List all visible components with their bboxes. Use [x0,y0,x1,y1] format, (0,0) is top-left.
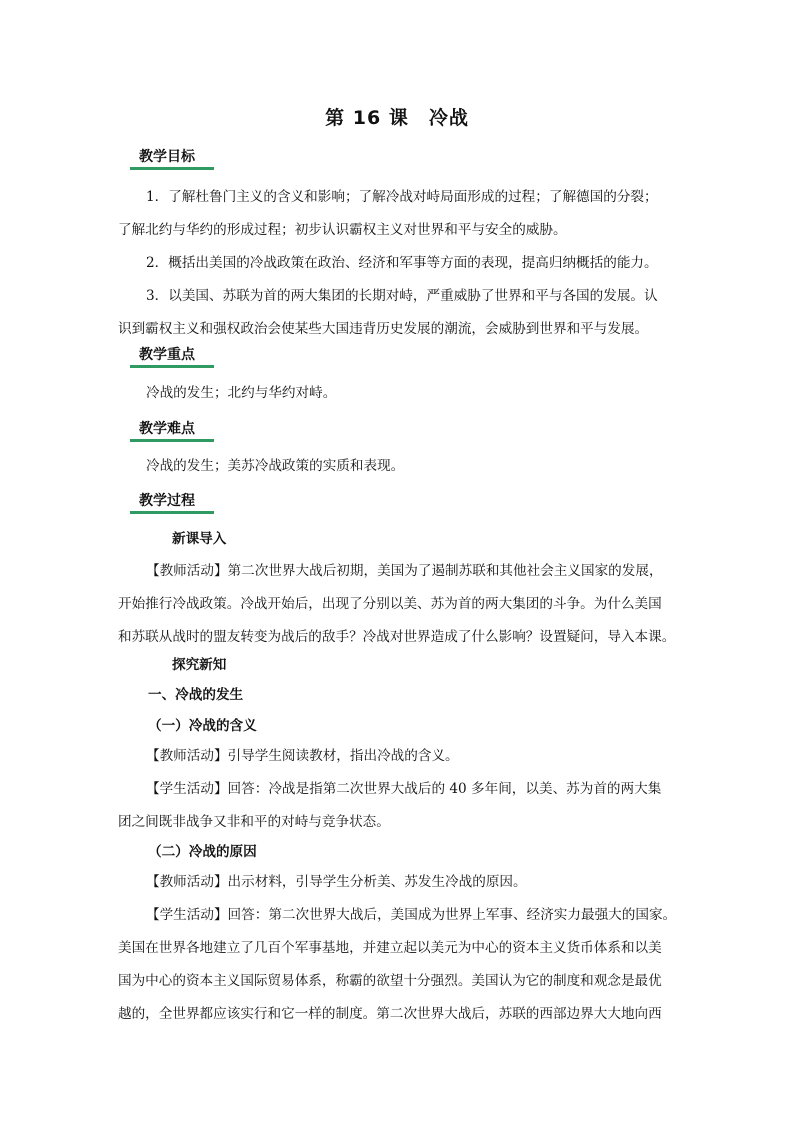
objective-line: 3．以美国、苏联为首的两大集团的长期对峙，严重威胁了世界和平与各国的发展。认 [146,288,658,304]
intro-line: 【教师活动】第二次世界大战后初期，美国为了遏制苏联和其他社会主义国家的发展， [146,563,663,579]
intro-line: 和苏联从战时的盟友转变为战后的敌手？冷战对世界造成了什么影响？设置疑问，导入本课。 [118,629,676,645]
sub2-line: 美国在世界各地建立了几百个军事基地，并建立起以美元为中心的资本主义货币体系和以美 [118,940,662,956]
sub1-line: 【教师活动】引导学生阅读教材，指出冷战的含义。 [146,748,459,764]
difficulties-text: 冷战的发生；美苏冷战政策的实质和表现。 [146,458,405,474]
section-heading-difficulties: 教学难点 [130,420,214,442]
sub1-line: 【学生活动】回答：冷战是指第二次世界大战后的 40 多年间，以美、苏为首的两大集 [146,781,662,797]
intro-line: 开始推行冷战政策。冷战开始后，出现了分别以美、苏为首的两大集团的斗争。为什么美国 [118,596,662,612]
key-points-text: 冷战的发生；北约与华约对峙。 [146,385,337,401]
sub2-line: 【教师活动】出示材料，引导学生分析美、苏发生冷战的原因。 [146,874,527,890]
sub2-line: 越的，全世界都应该实行和它一样的制度。第二次世界大战后，苏联的西部边界大大地向西 [118,1006,662,1022]
objective-line: 识到霸权主义和强权政治会使某些大国违背历史发展的潮流，会威胁到世界和平与发展。 [118,321,649,337]
sub2-line: 国为中心的资本主义国际贸易体系，称霸的欲望十分强烈。美国认为它的制度和观念是最优 [118,973,662,989]
explore-heading: 探究新知 [172,657,227,673]
intro-heading: 新课导入 [172,531,227,547]
sub1-heading: （一）冷战的含义 [148,718,257,734]
sub1-line: 团之间既非战争又非和平的对峙与竞争状态。 [118,814,390,830]
section-heading-process: 教学过程 [130,492,214,514]
sub2-line: 【学生活动】回答：第二次世界大战后，美国成为世界上军事、经济实力最强大的国家。 [146,907,677,923]
section-heading-key-points: 教学重点 [130,346,214,368]
page-title: 第 16 课 冷战 [325,107,469,129]
objective-line: 了解北约与华约的形成过程；初步认识霸权主义对世界和平与安全的威胁。 [118,222,567,238]
objective-line: 2．概括出美国的冷战政策在政治、经济和军事等方面的表现，提高归纳概括的能力。 [146,255,658,271]
section-heading-objectives: 教学目标 [130,148,214,170]
sub2-heading: （二）冷战的原因 [148,844,257,860]
part1-heading: 一、冷战的发生 [148,687,244,703]
objective-line: 1．了解杜鲁门主义的含义和影响；了解冷战对峙局面形成的过程；了解德国的分裂； [146,189,658,205]
